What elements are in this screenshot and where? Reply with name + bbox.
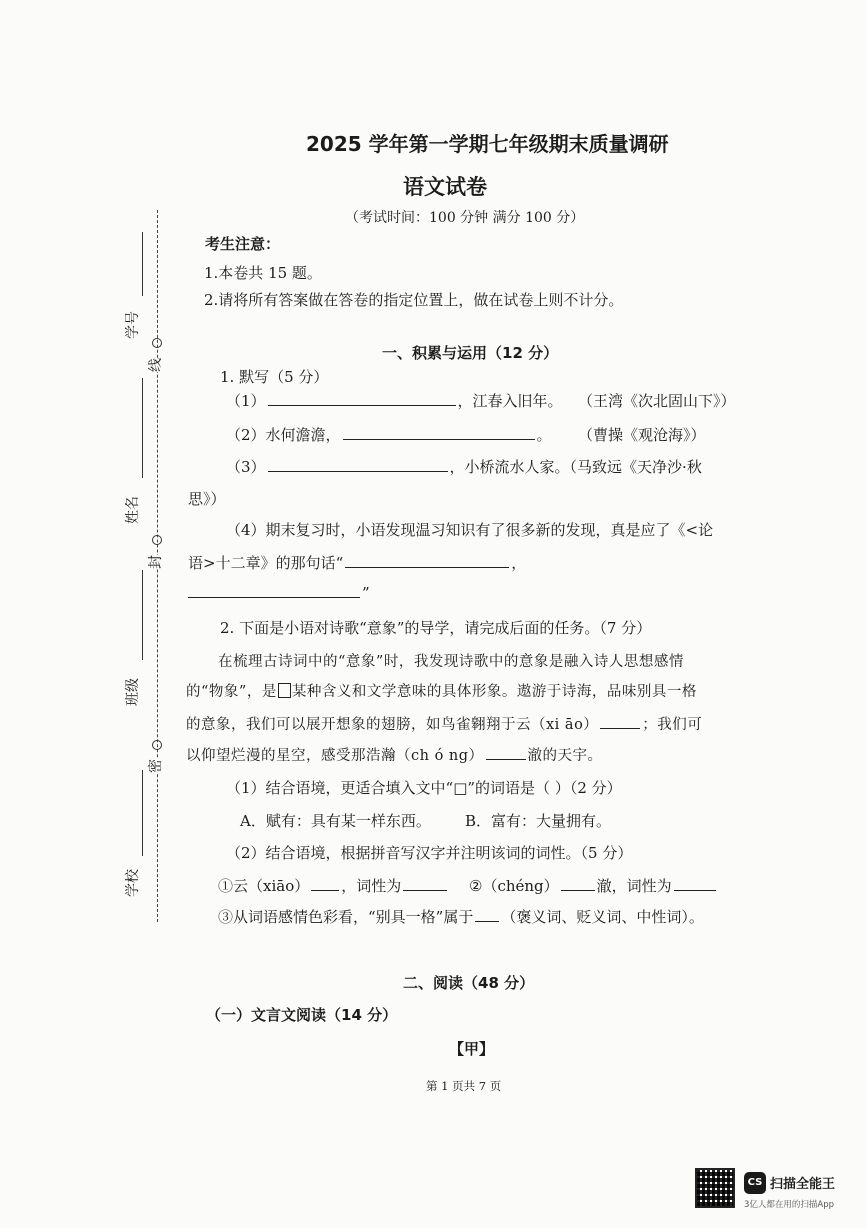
seal-circle-2 — [152, 535, 162, 545]
q1-l3-cont: 思》） — [188, 490, 226, 508]
answer-blank[interactable] — [268, 391, 456, 406]
q1-line-3 — [226, 456, 702, 477]
exam-subtitle: 语文试卷 — [403, 175, 487, 199]
q2-p2a: 的“物象”，是 — [186, 684, 277, 700]
q1-title: 1. 默写（5 分） — [220, 368, 329, 386]
cs-logo-icon: CS — [744, 1172, 766, 1194]
q1-l4-end: ” — [362, 584, 370, 602]
q2-passage-line-3 — [186, 713, 702, 734]
watermark-tagline: 3亿人都在用的扫描App — [744, 1200, 835, 1210]
fill-box[interactable] — [278, 683, 291, 698]
q1-l1-source: （王湾《次北固山下》） — [578, 392, 736, 410]
page-number: 第 1 页共 7 页 — [426, 1079, 502, 1093]
q2-title: 2. 下面是小语对诗歌“意象”的导学，请完成后面的任务。（7 分） — [220, 619, 652, 637]
notice-item-1: 1.本卷共 15 题。 — [204, 264, 322, 282]
seal-mark-mi: 密 — [145, 759, 165, 773]
seal-mark-feng: 封 — [145, 555, 165, 569]
q1-l1-num: （1） — [226, 392, 266, 410]
answer-blank[interactable] — [311, 876, 339, 891]
answer-blank[interactable] — [403, 876, 447, 891]
student-id-label: 学号 — [125, 311, 141, 339]
answer-blank[interactable] — [486, 745, 526, 760]
notice-heading: 考生注意： — [205, 235, 281, 253]
q2-s2-l1a: ①云（xiāo） — [218, 877, 310, 895]
answer-blank[interactable] — [343, 425, 535, 440]
section2-sub-1: （一）文言文阅读（14 分） — [206, 1006, 398, 1024]
school-line — [142, 770, 143, 856]
q1-line-4-end — [186, 583, 370, 602]
q2-p3a: 的意象，我们可以展开想象的翅膀，如鸟雀翱翔于云（xi āo） — [186, 717, 599, 733]
q2-passage-line-1: 在梳理古诗词中的“意象”时，我发现诗歌中的意象是融入诗人思想感情 — [218, 654, 684, 670]
q2-sub-1-option-b[interactable]: B．富有：大量拥有。 — [465, 812, 612, 830]
name-label: 姓名 — [125, 496, 141, 524]
answer-blank[interactable] — [188, 583, 360, 598]
q1-l2-end: 。 — [536, 426, 552, 444]
q1-l2-text: （2）水何澹澹， — [226, 426, 341, 444]
seal-circle-1 — [152, 338, 162, 348]
answer-blank[interactable] — [561, 876, 595, 891]
q1-line-4-cont — [188, 552, 526, 573]
q2-passage-line-4 — [186, 744, 603, 765]
q2-sub-1: （1）结合语境，更适合填入文中“□”的词语是（ ）（2 分） — [226, 779, 622, 797]
q1-l4-cont-b: ， — [511, 554, 527, 572]
answer-blank[interactable] — [475, 907, 499, 922]
q2-sub-2: （2）结合语境，根据拼音写汉字并注明该词的词性。（5 分） — [226, 844, 633, 862]
exam-title: 2025 学年第一学期七年级期末质量调研 — [306, 132, 669, 156]
student-id-line — [142, 232, 143, 296]
seal-mark-xian: 线 — [145, 358, 165, 372]
q2-sub-1-option-a[interactable]: A．赋有：具有某一样东西。 — [240, 812, 431, 830]
notice-item-2: 2.请将所有答案做在答卷的指定位置上，做在试卷上则不计分。 — [204, 291, 624, 309]
q1-l3-text: ，小桥流水人家。（马致远《天净沙·秋 — [449, 458, 702, 476]
q1-line-4: （4）期末复习时，小语发现温习知识有了很多新的发现，真是应了《<论 — [226, 521, 714, 539]
class-line — [142, 570, 143, 660]
answer-blank[interactable] — [268, 457, 448, 472]
watermark-brand: 扫描全能王 — [770, 1177, 836, 1192]
q1-l2-source: （曹操《观沧海》） — [578, 426, 706, 444]
school-label: 学校 — [125, 869, 141, 897]
q1-l4-cont-a: 语>十二章》的那句话“ — [188, 554, 344, 572]
q2-sub-2-line-2 — [218, 906, 704, 927]
q2-s2-l1b: ，词性为 — [341, 877, 402, 895]
answer-blank[interactable] — [345, 553, 509, 568]
seal-circle-3 — [152, 740, 162, 750]
q2-s2-l2a: ③从词语感情色彩看，“别具一格”属于 — [218, 908, 474, 926]
q2-sub-2-line-1-b — [469, 875, 718, 896]
q1-l3-num: （3） — [226, 458, 266, 476]
q2-p4a: 以仰望烂漫的星空，感受那浩瀚（ch ó ng） — [186, 748, 484, 764]
name-line — [142, 378, 143, 478]
q2-passage-line-2 — [186, 680, 697, 701]
answer-blank[interactable] — [600, 714, 640, 729]
q1-line-1 — [226, 390, 563, 411]
section2-title: 二、阅读（48 分） — [403, 974, 535, 992]
section1-title: 一、积累与运用（12 分） — [382, 344, 559, 362]
q2-s2-l1c: ②（chéng） — [469, 877, 559, 895]
q2-s2-l2b: （褒义词、贬义词、中性词）。 — [501, 908, 704, 926]
class-label: 班级 — [125, 678, 141, 706]
answer-blank[interactable] — [674, 876, 716, 891]
q2-p4b: 澈的天宇。 — [527, 748, 603, 764]
q2-p3b: ；我们可 — [642, 717, 703, 733]
q2-s2-l1d: 澈，词性为 — [596, 877, 672, 895]
q1-line-2 — [226, 424, 552, 445]
q2-sub-2-line-1 — [218, 875, 449, 896]
exam-info: （考试时间：100 分钟 满分 100 分） — [345, 210, 585, 226]
qr-code-icon — [695, 1168, 735, 1208]
q2-p2b: 某种含义和文学意味的具体形象。遨游于诗海，品味别具一格 — [291, 684, 697, 700]
q1-l1-text: ，江春入旧年。 — [457, 392, 563, 410]
section2-tag: 【甲】 — [449, 1040, 495, 1058]
